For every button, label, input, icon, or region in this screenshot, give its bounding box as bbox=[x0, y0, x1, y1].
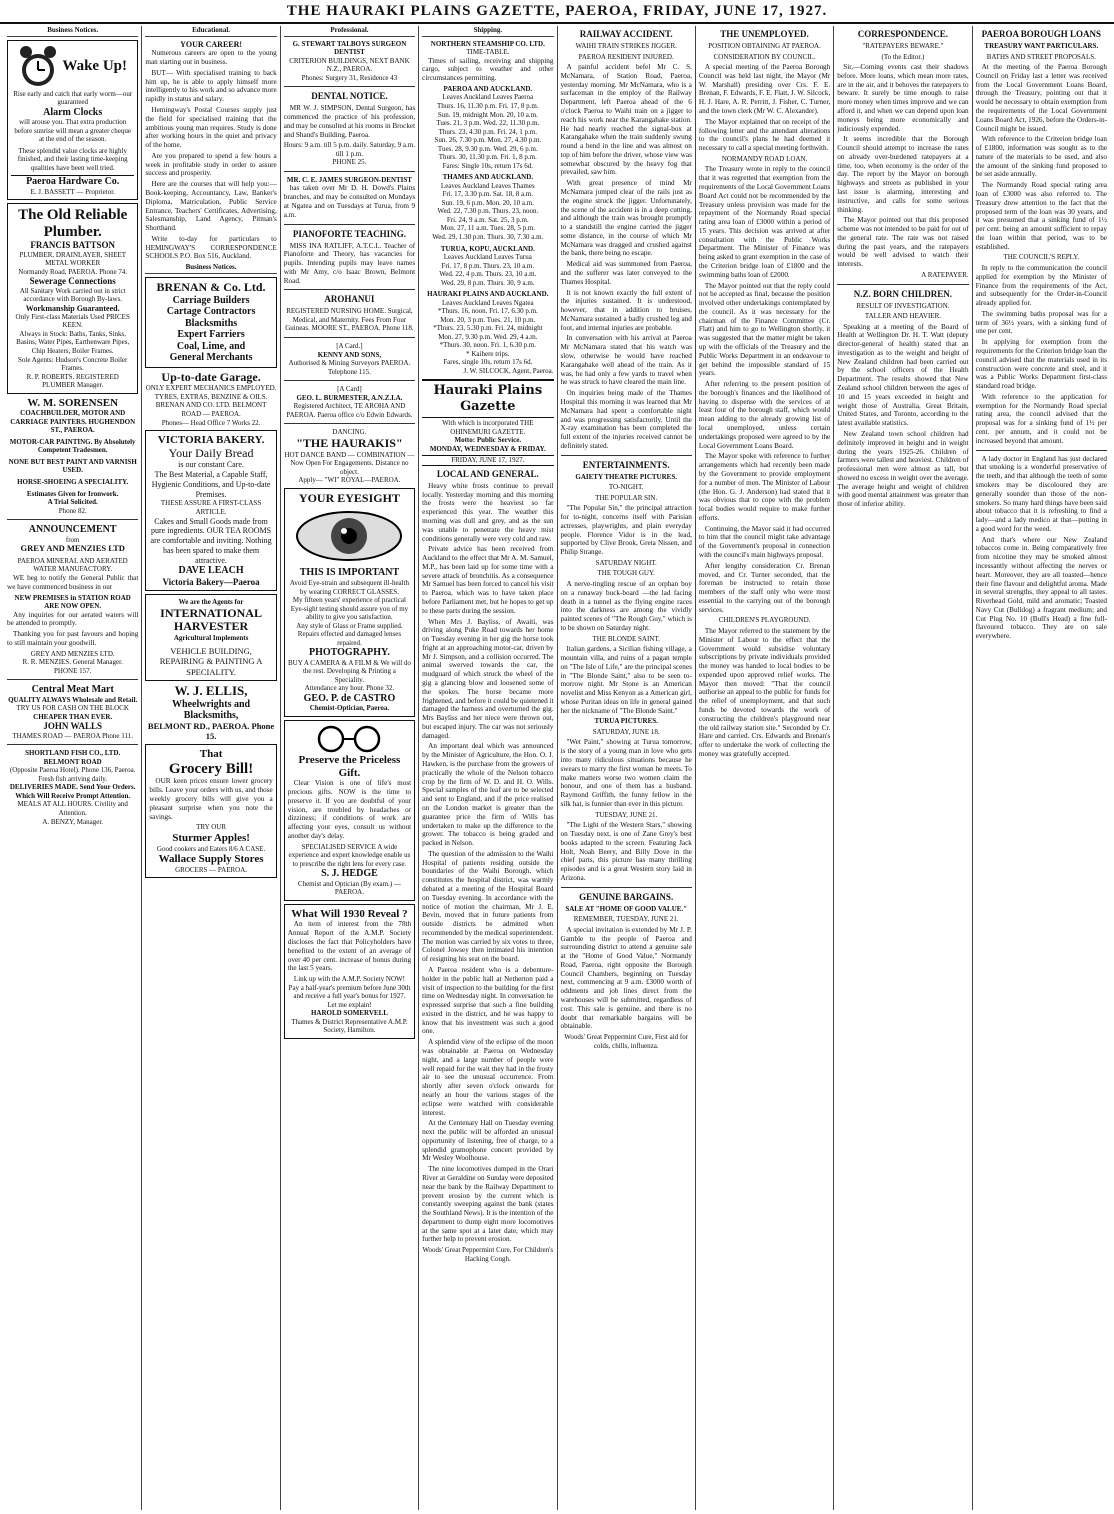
loans-p9: And that's where our New Zealand tobaccos come in. Being comparatively free from nicotine they may be smoked almost incessantly without affecting the nerves or heart. Moreover, they are all toasted—hence their fine flavour and delightful aroma. Made in several strengths, they appeal to all tastes. Riverhead Gold, mild and aromatic; Toasted Navy Cut (Bulldog) a fragrant medium; and Cut Plug No. 10 (Bull's Head) a fine full-flavoured tobacco. They are on sale everywhere. bbox=[975, 535, 1107, 641]
hardware-firm: Paeroa Hardware Co. bbox=[11, 175, 134, 188]
ellis-ad bbox=[145, 684, 276, 741]
alarm-clock-icon bbox=[18, 44, 58, 90]
important-heading: THIS IS IMPORTANT bbox=[299, 567, 400, 579]
unemp-p3: The Treasury wrote in reply to the council that it was regretted that exemption from the requirements of the Local Government Loans Board Act could not be recommended by the Treasury unless provision was made for the repayment of the Normandy Road special rating area loan of £3000 within a period of 15 years. This decision was arrived at after consultation with the Public Works Department. The Minister of Finance was being asked to grant exemption in the case of the Criterion bridge loan of £1800 and the swimming baths loan of £2000. bbox=[698, 165, 831, 279]
plumber-address: Normandy Road, PAEROA. Phone 74. bbox=[18, 267, 128, 276]
column-7 bbox=[834, 26, 972, 1510]
arohanui-heading: AROHANUI bbox=[324, 294, 375, 305]
brenan-line-5: Coal, Lime, and bbox=[176, 340, 246, 352]
ent-p4: "Wet Paint," showing at Turua tomorrow, is the story of a young man in love who gets into many ridiculous situations because he swears to marry the first woman he meets. To make matters worse two women claim the honour, and one of them has a husband. Raymond Griffith, the funny fellow in the silk hat, is funnier than ever in this picture. bbox=[560, 738, 692, 808]
bakery-best: The Best Material, a Capable Staff, Hygienic Conditions, and Up-to-date Premises. bbox=[151, 470, 271, 499]
piano-body: MISS INA RATLIFF, A.T.C.L. Teacher of Pianoforte and Theory, has vacancies for pupils. Intending pupils may leave names with Mr Amy, c/o Isaac Brown, Belmont Road. bbox=[283, 241, 416, 285]
announcement-body-2: Any inquiries for our aerated waters will be attended to promptly. bbox=[7, 610, 139, 628]
dental-hours: Hours: 9 a.m. till 5 p.m. daily. Saturday, 9 a.m. till 1 p.m. bbox=[283, 141, 415, 158]
saturday-june-18: SATURDAY, JUNE 18. bbox=[592, 727, 660, 736]
plumber-ad bbox=[7, 203, 138, 393]
james-body: has taken over Mr D. H. Dowd's Plains branches, and may be consulted on Mondays at Ngatea and on Tuesdays at Turua, from 9 a.m. bbox=[283, 184, 416, 219]
nameplate-motto: Motto: Public Service. bbox=[454, 436, 522, 445]
fish-deliveries: DELIVERIES MADE. Send Your Orders. Which Will Receive Prompt Attention. bbox=[9, 783, 136, 800]
ellis-trade: Wheelwrights and Blacksmiths, bbox=[172, 698, 251, 722]
unemp-p8: After lengthy consideration Cr. Brenan moved, and Cr. Turner seconded, that the foreman be instructed to retain those members of the staff only who were most essential to the carrying out of the borough services. bbox=[698, 561, 831, 614]
ellis-address: BELMONT RD., PAEROA. Phone 15. bbox=[147, 720, 275, 741]
dental-phone: PHONE 25. bbox=[332, 158, 367, 167]
section-label: Business Notices. bbox=[7, 26, 138, 37]
ent-p5: "The Light of the Western Stars," showing on Tuesday next, is one of Zane Grey's best books adapted to the screen. Featuring Jack Holt, Noah Beery, and Billy Dove in the chief parts, this picture has many thrilling episodes and is a great Western story laid in Arizona. bbox=[560, 821, 692, 882]
rail-p2: With great presence of mind Mr McNamara jumped clear of the rails just as the engine struck the jigger. Unfortunately, the scene of the accident is in a deep cutting, and although the train was brought promptly to a standstill the engine carried the jigger some distance, in the course of which Mr McNamara was dragged and crushed against the bank, there being no escape. bbox=[560, 179, 692, 258]
castro-name: GEO. P. de CASTRO bbox=[303, 692, 396, 704]
wake-up-headline: Wake Up! bbox=[62, 58, 127, 75]
alarm-clocks-heading: Alarm Clocks bbox=[43, 106, 103, 118]
unemployed-sub: POSITION OBTAINING AT PAEROA. bbox=[708, 41, 821, 50]
masthead bbox=[0, 0, 1114, 24]
meat-quality: QUALITY ALWAYS Wholesale and Retail. bbox=[8, 695, 138, 704]
haurakis-band: "THE HAURAKIS" bbox=[296, 435, 403, 450]
photography-heading: PHOTOGRAPHY. bbox=[309, 647, 390, 659]
talboys-phones: Phones: Surgery 31, Residence 43 bbox=[301, 73, 398, 82]
steamship-heading: NORTHERN STEAMSHIP CO. LTD. bbox=[430, 39, 545, 48]
wake-line: Rise early and catch that early worm—our guaranteed bbox=[13, 89, 133, 107]
correspondence-sub: "RATEPAYERS BEWARE." bbox=[862, 41, 944, 50]
masthead-title: THE HAURAKI PLAINS GAZETTE, PAEROA, FRIDAY, JUNE 17, 1927. bbox=[286, 2, 828, 19]
announcement-body: WE beg to notify the General Public that we have commenced business in our bbox=[7, 573, 139, 591]
castro-title: Chemist-Optician, Paeroa. bbox=[309, 704, 390, 713]
ent-p2: A nerve-tingling rescue of an orphan boy on a runaway buck-board —the lad facing death in a tunnel as the flying engine races into the darkness are among the vividly painted scenes of "The Rough Guy," which is to be shown on Saturday night. bbox=[560, 579, 692, 632]
garage-ad bbox=[145, 371, 276, 427]
nameplate-days: MONDAY, WEDNESDAY & FRIDAY. bbox=[429, 444, 546, 453]
eye-style: Any style of Glass or Frame supplied. Repairs effected and damaged lenses repaired. bbox=[296, 621, 403, 647]
preserve-spec: SPECIALISED SERVICE A wide experience and expert knowledge enable us to prescribe the right lens for every case. bbox=[288, 842, 411, 868]
career-ad bbox=[145, 40, 276, 262]
career-p2: BUT— With specialised training to back him up, he is able to apply himself more intelligently to his work and so advance more rapidly in status and salary. bbox=[145, 68, 277, 104]
horse-shoeing: HORSE-SHOEING A SPECIALITY. bbox=[17, 477, 129, 486]
wallace-stores: Wallace Supply Stores bbox=[158, 853, 264, 866]
brenan-line-1: Carriage Builders bbox=[172, 294, 250, 306]
railway-sub-2: PAEROA RESIDENT INJURED. bbox=[578, 52, 674, 61]
rail-p3: Medical aid was summoned from Paeroa, and the sufferer was later conveyed to the Thames Hospital. bbox=[560, 260, 692, 286]
kenny-name: KENNY AND SONS, bbox=[317, 350, 382, 359]
announcement-phone: PHONE 157. bbox=[54, 666, 92, 675]
dave-leach: DAVE LEACH bbox=[178, 565, 244, 577]
ta-timetable bbox=[422, 190, 553, 241]
fish-heading: SHORTLAND FISH CO., LTD. BELMONT ROAD bbox=[25, 749, 121, 766]
bargains-heading: GENUINE BARGAINS. bbox=[579, 891, 674, 902]
grey-menzies: GREY AND MENZIES LTD bbox=[20, 543, 125, 554]
dance-apply: Apply— "WI" ROYAL—PAEROA. bbox=[298, 476, 401, 485]
unemp-p2: The Mayor explained that on receipt of the following letter and the attendant alterations to the council's plans he had deemed it necessary to call a special meeting forthwith. bbox=[698, 117, 831, 153]
john-walls: JOHN WALLS bbox=[43, 721, 102, 732]
loans-heading: PAEROA BOROUGH LOANS bbox=[981, 29, 1101, 39]
local-p4: An important deal which was announced by the Minister of Agriculture, the Hon. O. J. Hawken, is the purchase from the growers of practically the whole of the Nelson tobacco crop by the firm of W. D. and H. O. Wills. Special samples of the leaf are to be selected and sent to England, and if the price realised on the London market is greater than the guarantee price the firm of Wills has undertaken to make up the difference to the grower. The tobacco is being graded and packed in Nelson. bbox=[422, 742, 554, 848]
local-general-heading: LOCAL AND GENERAL. bbox=[436, 468, 539, 479]
burmester-name: GEO. L. BURMESTER, A.N.Z.I.A. bbox=[296, 393, 403, 402]
timetable-row: Thurs. 30, 11.30 p.m. Fri. 1, 8 p.m. bbox=[438, 153, 537, 162]
section-label: Educational. bbox=[145, 26, 276, 37]
timetable-row: Wed. 22, 4 p.m. Thurs. 23, 10 a.m. bbox=[439, 270, 537, 279]
sole-agents: Sole Agents: Hudson's Concrete Boiler Frames. bbox=[18, 355, 128, 373]
harvester-ad bbox=[145, 594, 276, 681]
turua-pictures: TURUA PICTURES. bbox=[594, 717, 658, 726]
dancing-heading: DANCING. bbox=[332, 428, 367, 437]
tk-timetable bbox=[422, 262, 553, 288]
victoria-bakery: Victoria Bakery—Paeroa bbox=[162, 576, 260, 587]
eyesight-ad bbox=[284, 488, 415, 717]
attendance-line: Attendance any hour. Phone 32. bbox=[304, 684, 395, 693]
local-p5: The question of the admission to the Waihi Hospital of patients residing outside the boundaries of the Waihi Borough, which constitutes the hospital district, was warmly debated at a meeting of the Hospital Board on Tuesday evening. In accordance with the notice of motion the chairman, Mr J. E. Bevin, moved that in future patients from outside districts be admitted when recommended by the medical superintendent. The motion was carried by six votes to three, Colonel Jowsey then intimated his intention of resigning his seat on the board. bbox=[422, 849, 554, 964]
announcement-body-3: Thanking you for past favours and hoping to still maintain your goodwill. bbox=[7, 630, 139, 647]
timetable-row: Tues. 21, 3 p.m. Wed. 22, 11.30 p.m. bbox=[436, 119, 540, 128]
unemp-p6: The Mayor spoke with reference to further arrangements which had recently been made by the Government to provide employment for a number of men. The Minister of Labour (the Hon. G. J. Anderson) had stated that it was obvious that to cope with the problem local bodies would require to make further efforts. bbox=[698, 452, 831, 522]
column-3 bbox=[281, 26, 419, 1510]
local-p6: A Paeroa resident who is a debenture-holder in the public hall at Netherton paid a visit of inspection to the building for the first time on Wednesday night. In conversation he expressed surprise that such a fine building existed in the district, and he was happy to know that his investment was such a good one. bbox=[422, 966, 554, 1036]
loans-p3: The Normandy Road special rating area loan of £3000 was also referred to. The Treasury drew attention to the fact that the proposed term of the loan was 30 years, and it was presumed that a sinking fund of 1½ per cent. being an amount sufficient to repay the loan within that period, was to be established. bbox=[975, 181, 1107, 251]
column-4 bbox=[419, 26, 557, 1510]
meat-address: THAMES ROAD — PAEROA Phone 111. bbox=[12, 731, 133, 740]
turua-heading: TURUA, KOPU, AUCKLAND. bbox=[440, 244, 535, 253]
spectacles-icon bbox=[309, 724, 389, 754]
career-p3: Hemingway's Postal Courses supply just the field for specialised training that the ambitious young man requires. Study is done after working hours in the quiet and privacy of the home. bbox=[145, 105, 277, 150]
timetable-row: Sun. 19, midnight Mon. 20, 10 a.m. bbox=[437, 110, 538, 119]
columns bbox=[4, 26, 1110, 1510]
motor-painting: MOTOR-CAR PAINTING. By Absolutely Competent Tradesmen. bbox=[9, 437, 136, 455]
saturday-night: SATURDAY NIGHT. bbox=[595, 558, 657, 567]
nz-p1: Speaking at a meeting of the Board of Health at Wellington Dr. H. T. Watt (deputy director-general of health) stated that an investigation as to the weight and height of New Zealand children had been carried out by the school officers of the Health Department. The results showed that New Zealand school children between the ages of 10 and 15 years exceeded in height and weight those of Australia, Great Britain, United States, and Toronto, according to the latest available statistics. bbox=[837, 322, 969, 428]
unemp-p4: The Mayor pointed out that the reply could not be accepted as final, because the position involved other undertakings contemplated by the council. As it was necessary for the chairman of the Finance Committee (Cr. Flatt) and him to go to Wellington shortly, it was suggested that the matter might be taken up with the officials of the Treasury and the Public Works Department in an endeavour to get behind the impossible standard of 15 years. bbox=[698, 281, 831, 378]
grocery-heading: Grocery Bill! bbox=[168, 760, 254, 777]
grocery-good: Good cookers and Eaters 8/6 A CASE. bbox=[156, 844, 266, 853]
sewerage-body: All Sanitary Work carried out in strict accordance with Borough By-laws. bbox=[19, 286, 126, 304]
preserve-heading: Preserve the Priceless Gift. bbox=[298, 753, 401, 779]
fish-fresh: Fresh fish arriving daily. bbox=[38, 774, 108, 783]
rail-p1: A painful accident befel Mr C. S. McNamara, of Station Road, Paeroa, yesterday morning. Mr McNamara, who is a surfaceman in the employ of the Railway Department, left Paeroa ahead of the 6 o'clock Paeroa to Waihi train on a jigger to reach his work near the Karangahake station. He had nearly reached the signal-box at Karangahake when the train suddenly swung round a bend in the line and was almost on top of him before the driver, whose view was somewhat obscured by the heavy fog that prevailed, saw him. bbox=[560, 63, 692, 177]
wake-body: will arouse you. That extra production before sunrise will mean a greater cheque at the end of the season. bbox=[14, 118, 131, 144]
tough-guy: THE TOUGH GUY. bbox=[597, 569, 655, 578]
harvester-heading: INTERNATIONAL HARVESTER bbox=[160, 605, 262, 634]
correspondence-heading: CORRESPONDENCE. bbox=[857, 29, 949, 39]
nz-born-sub-2: TALLER AND HEAVIER. bbox=[864, 312, 941, 321]
announcement-heading: ANNOUNCEMENT bbox=[28, 524, 117, 536]
timetable-row: *Thurs. 23, 5.30 p.m. Fri. 24, midnight bbox=[433, 324, 543, 333]
wallace-grocers: GROCERS — PAEROA. bbox=[175, 865, 248, 874]
ent-p3: Italian gardens, a Sicilian fishing village, a mountain villa, and ruins of a pagan temple on "The Isle of Life," are the principal scenes in "The Blonde Saint," also to be seen to-morrow night. Mr Stone is an American novelist and Miss Kenyon as a American girl, whose Puritan ideas on life in general gained her the nickname of "The Blonde Saint." bbox=[560, 645, 692, 715]
grocery-body: OUR keen prices ensure lower grocery bills. Leave your orders with us, and those weekly grocery bills will give you a pleasant surprise when you note the savings. bbox=[149, 777, 273, 821]
workmanship-heading: Workmanship Guaranteed. bbox=[25, 303, 120, 313]
local-p9: The nine locomotives dumped in the Orari River at Geraldine on Sunday were deposited near the bank by the Railway Department to prevent erosion by the current which is constantly sweeping against the bank (states the Southland News). It is the intention of the department to dump eight more locomotives at the same spot at a later date, which may further help to prevent erosion. bbox=[422, 1165, 554, 1244]
eye-body: Avoid Eye-strain and subsequent ill-health by wearing CORRECT GLASSES. bbox=[289, 578, 410, 596]
nameplate-sub: With which is incorporated THE OHINEMURI GAZETTE. bbox=[442, 419, 534, 436]
council-reply: THE COUNCIL'S REPLY. bbox=[1003, 253, 1080, 262]
announcement-from: from bbox=[65, 535, 80, 544]
childrens-playground: CHILDREN'S PLAYGROUND. bbox=[718, 616, 811, 625]
bargains-sub: SALE AT "HOME OF GOOD VALUE." bbox=[565, 904, 688, 913]
to-editor: (To the Editor.) bbox=[881, 52, 925, 61]
railway-sub: WAIHI TRAIN STRIKES JIGGER. bbox=[575, 41, 677, 50]
paeroa-auckland-heading: PAEROA AND AUCKLAND. bbox=[443, 84, 533, 93]
stock-list: Always in Stock: Baths, Tanks, Sinks, Basins, Water Pipes, Earthenware Pipes, Chip Heaters, Boiler Frames. bbox=[16, 329, 130, 355]
brenan-ad bbox=[145, 277, 276, 368]
timetable-row: Wed. 29, 8 p.m. Thurs. 30, 9 a.m. bbox=[441, 278, 535, 287]
bakery-assure: THESE ASSURE A FIRST-CLASS ARTICLE. bbox=[160, 499, 262, 516]
estimates: Estimates Given for Ironwork. bbox=[26, 489, 119, 498]
nz-born-heading: N.Z. BORN CHILDREN. bbox=[853, 288, 953, 299]
corr-p2: It seems incredible that the Borough Council should attempt to increase the rates on already over-burdened ratepayers at a time, too, when economy is the order of the day. The report by the Mayor on borough highways and streets as published in your last issue is alarming, interesting and instructive, and calls for some serious thinking. bbox=[837, 135, 969, 214]
section-label-2: Business Notices. bbox=[145, 263, 276, 274]
loans-p4: In reply to the communication the council applied for exemption by the Minister of Finance from the requirements of the Act, and subsequently for the Order-in-Council already applied for. bbox=[975, 263, 1107, 308]
timetable-row: Wed. 29, 1.30 p.m. Thurs. 30, 7.30 a.m. bbox=[432, 232, 544, 241]
sewerage-heading: Sewerage Connections bbox=[29, 276, 116, 287]
loans-p2: With reference to the Criterion bridge loan of £1800, information was sought as to the nature of the materials to be used, and also the amount of the sinking fund proposed to be set aside annually. bbox=[975, 135, 1107, 179]
gaiety-heading: GAIETY THEATRE PICTURES. bbox=[575, 472, 677, 481]
brenan-line-2: Cartage Contractors bbox=[166, 306, 256, 318]
grocery-ad bbox=[145, 744, 276, 878]
sorensen-name: W. M. SORENSEN bbox=[27, 396, 119, 409]
loans-p6: In applying for exemption from the requirements for the Criterion bridge loan the council advised that the materials used in its construction were concrete and steel, and it was a Public Works Department first-class standard road bridge. bbox=[975, 338, 1107, 391]
dental-body: MR W. J. SIMPSON, Dental Surgeon, has commenced the practice of his profession, and may be consulted at his rooms in Brocket and Shand's Building, Paeroa. bbox=[283, 104, 416, 139]
plumber-trade: PLUMBER, DRAINLAYER, SHEET METAL WORKER bbox=[19, 250, 127, 268]
timetable-row: Mon. 27, 9.30 p.m. Wed. 29, 4 a.m. bbox=[438, 332, 538, 341]
talboys-name: G. STEWART TALBOYS SURGEON DENTIST bbox=[292, 39, 407, 57]
harold-name: HAROLD SOMERVELL bbox=[310, 1009, 388, 1018]
railway-heading: RAILWAY ACCIDENT. bbox=[579, 29, 673, 39]
bargains-p2: Woods' Great Peppermint Cure, First aid for colds, chills, influenza. bbox=[564, 1033, 689, 1050]
career-p1: Numerous careers are open to the young man starting out in business. bbox=[145, 49, 277, 67]
timetable-row: Fri. 24, 9 a.m. Sat. 25, 3 p.m. bbox=[446, 215, 529, 224]
trial: A Trial Solicited. bbox=[47, 498, 98, 507]
garage-tyres: TYRES, EXTRAS, BENZINE & OILS. bbox=[154, 392, 268, 401]
eye-experience: My fifteen years' experience of practical Eye-sight testing should assure you of my ability to give you satisfaction. bbox=[290, 596, 409, 622]
meat-cheaper: CHEAPER THAN EVER. bbox=[33, 712, 113, 721]
ent-p1: "The Popular Sin," the principal attraction for to-night, concerns itself with Parisian actresses, playwrights, and plain everyday people. Florence Vidor is in the lead, supported by Clive Brook, Greta Nissen, and Philip Strange. bbox=[560, 504, 692, 557]
best-paint: NONE BUT BEST PAINT AND VARNISH USED. bbox=[8, 457, 137, 475]
hpa-timetable bbox=[422, 307, 553, 350]
nz-p2: New Zealand town school children had definitely improved in height and in weight during the years 1925-26. Children of farmers were tallest and heaviest. Children of professional men were almost as tall, but showed no excess in weight over the average. The average height and weight of children with good mental attainment was greater than those of inferior ability. bbox=[837, 429, 969, 509]
tonight: TO-NIGHT. bbox=[608, 483, 644, 492]
arohanui-body: REGISTERED NURSING HOME. Surgical, Medical, and Maternity. Fees From Four Guineas. MOORE ST., PAEROA. Phone 118. bbox=[285, 307, 414, 333]
unemployed-sub-2: CONSIDERATION BY COUNCIL. bbox=[713, 52, 816, 61]
unemp-p1: A special meeting of the Paeroa Borough Council was held last night, the Mayor (Mr W. Marshall) presiding over Crs. F. E. Brenan, F. Edwards, F. E. Flatt, J. W. Silcock, H. J. Hare, A. R. Perritt, J. Fisher, C. Turner, and the town clerk (Mr W. C. Alexander). bbox=[698, 63, 831, 115]
tuesday-june-21: TUESDAY, JUNE 21. bbox=[595, 810, 658, 819]
meat-try: TRY US FOR CASH ON THE BLOCK bbox=[16, 704, 129, 713]
loans-p1: At the meeting of the Paeroa Borough Council on Friday last a letter was received from the Local Government Loans Board, through the Treasury, pointing out that it would be necessary to obtain exemption from the requirements of the Local Government Loans Board Act, 1926, before the Orders-in-Council might be issued. bbox=[975, 63, 1107, 133]
tk-header: Leaves Auckland Leaves Turua bbox=[443, 253, 532, 262]
garage-firm: BRENAN AND CO. LTD. BELMONT ROAD — PAEROA. bbox=[155, 401, 267, 418]
announcement-sign: GREY AND MENZIES LTD. bbox=[30, 649, 115, 658]
kaihere-note: * Kaihere trips. bbox=[466, 349, 510, 358]
column-6 bbox=[696, 26, 834, 1510]
hpa-header: Leaves Auckland Leaves Ngatea bbox=[442, 298, 534, 307]
popular-sin: THE POPULAR SIN. bbox=[595, 493, 658, 502]
plumber-headline: The Old Reliable Plumber. bbox=[18, 207, 128, 240]
timetable-row: Tues. 28, 9.30 p.m. Wed. 29, 6 p.m. bbox=[437, 144, 538, 153]
preserve-ad bbox=[284, 720, 415, 901]
ta-header: Leaves Auckland Leaves Thames bbox=[440, 181, 535, 190]
ship-body: Times of sailing, receiving and shipping cargo, subject to weather and other circumstances permitting. bbox=[422, 56, 554, 83]
corr-p1: Sir,—Coming events cast their shadows before. More loans, which mean more rates, are in the air, and it behoves the ratepayers to beware. It surely be time enough to raise more money when times improve and we can afford it, and when we can depend upon loan moneys being more economically and judiciously expended. bbox=[837, 63, 969, 133]
local-p2: Private advice has been received from Auckland to the effect that Mr A. M. Samuel, M.P., has been laid up for some time with a severe attack of bronchitis. As a consequence Mr Samuel has been forced to cancel his visit to Paeroa, which was to have taken place before Parliament met, but he hopes to get up to these parts during the session. bbox=[422, 545, 554, 615]
fish-address: (Opposite Paeroa Hotel). Phone 136, Paeroa. bbox=[9, 766, 136, 775]
garage-body: ONLY EXPERT MECHANICS EMPLOYED. bbox=[145, 384, 277, 393]
unemp-p9: The Mayor referred to the statement by the Minister of Labour to the effect that the Government would subsidise voluntary subscriptions by private individuals provided the money was handed to local bodies to be expended upon approved relief works. The Mayor then moved: "That the council authorise an appeal to the public for funds for the relief of unemployment, and that such funds be devoted towards the work of constructing the children's playground near the old railway station site." Seconded by Cr. Hare and carried. Crs. Edwards and Brenan's offer to undertake the work of collecting the money was gratefully accepted. bbox=[698, 626, 831, 758]
eyesight-heading: YOUR EYESIGHT bbox=[298, 490, 400, 505]
grocery-try: TRY OUR bbox=[196, 823, 226, 832]
loans-sub-2: BATHS AND STREET PROPOSALS. bbox=[986, 52, 1096, 61]
section-label: Shipping. bbox=[422, 26, 553, 37]
timetable-row: *Thurs. 30, noon. Fri. 1, 6.30 p.m. bbox=[439, 341, 537, 350]
sorensen-phone: Phone 82. bbox=[58, 506, 87, 515]
hpa-fares: Fares, single 10s, return 17s 6d. bbox=[443, 358, 533, 367]
timetable-row: Mon. 20, 3 p.m. Tues. 21, 10 p.m. bbox=[440, 315, 536, 324]
hauraki-plains-heading: HAURAKI PLAINS AND AUCKLAND. bbox=[427, 290, 549, 299]
vehicle-building: VEHICLE BUILDING, REPAIRING & PAINTING A SPECIALITY. bbox=[159, 645, 263, 677]
garage-phones: Phones— Head Office 7 Works 22. bbox=[161, 418, 261, 427]
hardware-proprietor: E. J. BASSETT — Proprietor. bbox=[30, 187, 115, 196]
bakery-ad bbox=[145, 430, 276, 591]
sturmer-apples: Sturmer Apples! bbox=[172, 831, 250, 844]
brenan-line-6: General Merchants bbox=[169, 352, 253, 364]
ratepayer-sign: A RATEPAYER. bbox=[921, 271, 969, 279]
sorensen-trade: COACHBUILDER, MOTOR AND CARRIAGE PAINTERS. HUGHENDON ST., PAEROA. bbox=[10, 409, 136, 435]
bakery-cakes: Cakes and Small Goods made from pure ingredients. OUR TEA ROOMS are comfortable and inviting. Nothing has been spared to make them attractive. bbox=[150, 516, 272, 565]
harvester-agents: We are the Agents for bbox=[178, 598, 244, 607]
timetable-row: *Thurs. 16, noon. Fri. 17, 6.30 p.m. bbox=[437, 307, 538, 316]
camera-line: BUY A CAMERA & A FILM & We will do the rest. Developing & Printing a Speciality. bbox=[287, 658, 411, 684]
local-p8: At the Centenary Hall on Tuesday evening next the public will be afforded an unusual opportunity of listening, free of charge, to a splendid gramophone concert provided by Mr Wesley Woolhouse. bbox=[422, 1119, 554, 1163]
pa-fares: Fares: Single 10s, return 17s 6d. bbox=[442, 161, 534, 170]
new-premises: NEW PREMISES in STATION ROAD ARE NOW OPEN. bbox=[14, 593, 131, 611]
dance-open: Now Open For Engagements. Distance no object. bbox=[290, 459, 409, 476]
burmester-card: [A Card] bbox=[337, 385, 362, 394]
grocery-that: That bbox=[199, 748, 223, 761]
fish-manager: A. BENZY, Manager. bbox=[42, 817, 104, 826]
silcock-agent: J. W. SILCOCK, Agent, Paeroa. bbox=[463, 366, 554, 375]
plumber-name: FRANCIS BATTSON bbox=[30, 240, 115, 251]
nameplate-date: FRIDAY, JUNE 17, 1927. bbox=[422, 455, 553, 466]
eye-icon bbox=[294, 509, 404, 563]
fish-meals: MEALS AT ALL HOURS. Civility and Attention. bbox=[17, 800, 128, 817]
local-p7: A splendid view of the eclipse of the moon was obtainable at Paeroa on Wednesday night, and a large number of people were well repaid for the wait they had in the frosty air to see the unusual occurrence. From shortly after seven o'clock onwards for nearly an hour the various stages of the eclipse were watched with considerable interest. bbox=[422, 1038, 554, 1117]
kenny-card: [A Card.] bbox=[336, 341, 363, 350]
harold-title: Thames & District Representative A.M.P. Society, Hamilton. bbox=[291, 1017, 408, 1035]
timetable-row: Fri. 17, 8 p.m. Thurs. 23, 10 a.m. bbox=[441, 261, 535, 270]
wake-body-2: These splendid value clocks are highly finished, and their lasting time-keeping qualities have been well tried. bbox=[17, 146, 128, 172]
nz-born-sub: RESULT OF INVESTIGATION. bbox=[856, 301, 950, 310]
timetable-row: Wed. 22, 7.30 p.m. Thurs. 23, noon. bbox=[437, 207, 539, 216]
career-p6: Write to-day for particulars to HEMINGWAY'S CORRESPONDENCE SCHOOLS P.O. Box 516, Auckland. bbox=[145, 234, 277, 261]
garage-heading: Up-to-date Garage. bbox=[161, 369, 261, 384]
daily-bread: Your Daily Bread bbox=[168, 445, 254, 460]
brenan-line-4: Expert Farriers bbox=[177, 329, 245, 341]
bakery-heading: VICTORIA BAKERY. bbox=[157, 434, 265, 447]
reveal-let: Let me explain! bbox=[327, 1000, 372, 1009]
corr-p3: The Mayor pointed out that this proposed scheme was not intended to be paid for out of the general rate. The rate was not raised during the past years, and the ratepayers would be well advised to watch their interests. bbox=[837, 216, 969, 269]
column-1 bbox=[4, 26, 142, 1510]
timetable-row: Fri. 17, 3.30 p.m. Sat. 18, 8 a.m. bbox=[442, 190, 534, 199]
bargains-p1: A special invitation is extended by Mr J. P. Gamble to the people of Paeroa and surrounding district to attend a genuine sale at the "Home of Good Value," Normandy Road, Paeroa, right opposite the Borough Council Chambers, beginning on Tuesday next, commencing at 9 a.m. £3000 worth of oddments and job lines direct from the warehouses will be submitted, regardless of cost. This sale is genuine, and there is no doubt that remarkable bargains will be obtainable. bbox=[560, 925, 692, 1031]
reveal-heading: What Will 1930 Reveal ? bbox=[291, 907, 408, 920]
pa-timetable bbox=[422, 102, 553, 162]
hot-dance: HOT DANCE BAND — COMBINATION — bbox=[284, 450, 415, 459]
loans-p8: A lady doctor in England has just declared that smoking is a wonderful preservative of the teeth, and that although the teeth of some smokers may be discoloured they are generally sounder than those of the non-smokers. So many hard things have been said about tobacco that it is refreshing to find a lady—and a lady medico at that—putting in a good word for the weed. bbox=[975, 454, 1107, 533]
loans-p5: The swimming baths proposal was for a term of 36½ years, with a sinking fund of one per cent. bbox=[975, 309, 1107, 336]
workmanship-body: Only First-class Materials Used PRICES KEEN. bbox=[15, 312, 130, 330]
plumber-manager: R. P. ROBERTS. REGISTERED PLUMBER Manager. bbox=[26, 372, 119, 390]
timetable-row: Thurs. 16, 11.30 p.m. Fri. 17, 8 p.m. bbox=[436, 102, 539, 110]
brenan-line-3: Blacksmiths bbox=[184, 317, 238, 329]
aerated-water: PAEROA MINERAL AND AERATED WATER MANUFACTORY. bbox=[17, 556, 128, 574]
rail-p6: On inquiries being made of the Thames Hospital this morning it was learned that Mr McNamara had spent a comfortable night and was progressing satisfactorily. Until the X-ray examination has been completed the full extent of the injuries received cannot be definitely stated. bbox=[560, 389, 692, 450]
james-heading: MR. C. E. JAMES SURGEON-DENTIST bbox=[286, 175, 412, 184]
reveal-pay: Pay a half-year's premium before June 30th and receive a full year's bonus for 1927. bbox=[288, 983, 411, 1001]
piano-heading: PIANOFORTE TEACHING. bbox=[292, 228, 406, 239]
sorensen-ad bbox=[7, 397, 138, 515]
amp-ad bbox=[284, 904, 415, 1039]
meat-mart-ad bbox=[7, 684, 138, 740]
bakery-care: is our constant Care. bbox=[178, 460, 244, 470]
loans-sub: TREASURY WANT PARTICULARS. bbox=[984, 41, 1099, 50]
meat-mart-heading: Central Meat Mart bbox=[31, 684, 114, 696]
column-2 bbox=[142, 26, 280, 1510]
unemp-p5: After referring to the present position of the borough's finances and the likelihood of having to dispense with the services of at least four of the borough staff, which would mean adding to the already growing list of local unemployed, unless certain undertakings proposed were agreed to by the Local Government Loans Board. bbox=[698, 380, 831, 450]
career-p5: Here are the courses that will help you:— Book-keeping, Accountancy, Law, Banker's Diploma, Matriculation, Public Service Entrance, Teachers' Certificates, Advertising, Salesmanship, Land Agency, Pitman's Shorthand. bbox=[145, 180, 277, 233]
timetable-row: Sun. 19, 6 p.m. Mon. 20, 10 a.m. bbox=[441, 198, 534, 207]
hedge-title: Chemist and Optician (By exam.) — PAEROA. bbox=[297, 879, 401, 897]
local-p1: Heavy white frosts continue to prevail locally. Yesterday morning and this morning the frosts were the heaviest so far experienced this year. The weather this morning was dull and grey, and as the sun was unable to penetrate the heavy mist conditions generally were very cold and raw. bbox=[422, 481, 554, 543]
timetable-heading: TIME-TABLE. bbox=[466, 48, 510, 57]
ellis-heading: W. J. ELLIS, bbox=[174, 682, 248, 698]
career-heading: YOUR CAREER! bbox=[180, 39, 243, 49]
nameplate: Hauraki Plains Gazette bbox=[422, 379, 553, 418]
wake-up-ad bbox=[7, 40, 138, 201]
local-p10: Woods' Great Peppermint Cure, For Children's Hacking Cough. bbox=[422, 1246, 554, 1263]
brenan-heading: BRENAN & Co. Ltd. bbox=[156, 279, 266, 294]
column-5 bbox=[558, 26, 696, 1510]
normandy-road-loan: NORMANDY ROAD LOAN. bbox=[721, 154, 808, 163]
rail-p5: In conversation with his arrival at Paeroa Mr McNamara stated that his watch was slow, otherwise he would have reached Karangahake well ahead of the train. As it was, he had only a few yards to travel when he was struck to have cleared the main line. bbox=[560, 334, 692, 387]
unemployed-heading: THE UNEMPLOYED. bbox=[720, 29, 809, 39]
entertainments-heading: ENTERTAINMENTS. bbox=[582, 459, 670, 470]
blonde-saint: THE BLONDE SAINT. bbox=[592, 634, 660, 643]
bargains-remember: REMEMBER, TUESDAY, JUNE 21. bbox=[573, 915, 679, 924]
dental-heading: DENTAL NOTICE. bbox=[311, 91, 388, 102]
pa-header: Leaves Auckland Leaves Paeroa bbox=[442, 93, 534, 102]
timetable-row: Sun. 26, 7.30 p.m. Mon. 27, 4.30 p.m. bbox=[434, 136, 542, 145]
talboys-address: CRITERION BUILDINGS, NEXT BANK N.Z., PAEROA. bbox=[289, 56, 410, 74]
preserve-body: Clear Vision is one of life's most precious gifts. NOW is the time to preserve it. If you are doubtful of your vision, are troubled by headaches or dizziness; if conditions of work are affecting your eyes, consult us without another day's delay. bbox=[287, 779, 412, 840]
timetable-row: Mon. 27, 11 a.m. Tues. 28, 5 p.m. bbox=[440, 224, 536, 233]
announcement-manager: R. R. MENZIES. General Manager. bbox=[22, 658, 123, 667]
hedge-name: S. J. HEDGE bbox=[321, 868, 378, 880]
career-p4: Are you prepared to spend a few hours a week in profitable study in order to assure success and prosperity. bbox=[145, 151, 277, 178]
reveal-body: An item of interest from the 78th Annual Report of the A.M.P. Society discloses the fact that Policyholders have benefited to the extent of an average of over 40 per cent. increase of bonus during the last 5 years. bbox=[287, 920, 412, 973]
burmester-body: Registered Architect, TE AROHA AND PAEROA. Paeroa office c/o Edwin Edwards. bbox=[286, 402, 413, 419]
thames-auckland-heading: THAMES AND AUCKLAND. bbox=[442, 173, 534, 182]
section-label: Professional. bbox=[284, 26, 415, 37]
timetable-row: Thurs. 23, 4.30 p.m. Fri. 24, 1 p.m. bbox=[438, 127, 537, 136]
rail-p4: It is not known exactly the full extent of the injuries sustained. It is understood, however, that in addition to bruises, McNamara sustained a badly crushed leg and foot, and internal injuries are probable. bbox=[560, 288, 692, 332]
fish-ad bbox=[7, 749, 138, 826]
local-p3: When Mrs J. Bayliss, of Awaiti, was driving along Puke Road towards her home on Tuesday evening in her gig the horse took fright at an approaching motor-car, driven by Mr J. Simpson, and a collision occurred. The animal swerved towards the car, the mudguard of which struck the wheel of the gig a glancing blow and loosened some of the spokes. The horse became more frightened, and before it could be quietened it damaged the harness and overturned the gig. Mrs Bayliss and her niece were thrown out, but escaped injury. The car was not seriously damaged. bbox=[422, 617, 554, 740]
harvester-implements: Agricultural Implements bbox=[173, 634, 249, 643]
reveal-link: Link up with the A.M.P. Society NOW! bbox=[293, 975, 405, 984]
announcement-ad bbox=[7, 524, 138, 675]
column-8 bbox=[973, 26, 1110, 1510]
kenny-body: Authorised & Mining Surveyors PAEROA. Telephone 115. bbox=[288, 359, 411, 376]
unemp-p7: Continuing, the Mayor said it had occurred to him that the council might take advantage of the Government's proposal in connection with the council's main highways proposal. bbox=[698, 524, 831, 559]
loans-p7: With reference to the application for exemption for the Normandy Road special rating area, the council advised that the proposal was for a sinking fund of 1½ per cent. per annum, and it could not be increased beyond that amount. bbox=[975, 392, 1107, 445]
